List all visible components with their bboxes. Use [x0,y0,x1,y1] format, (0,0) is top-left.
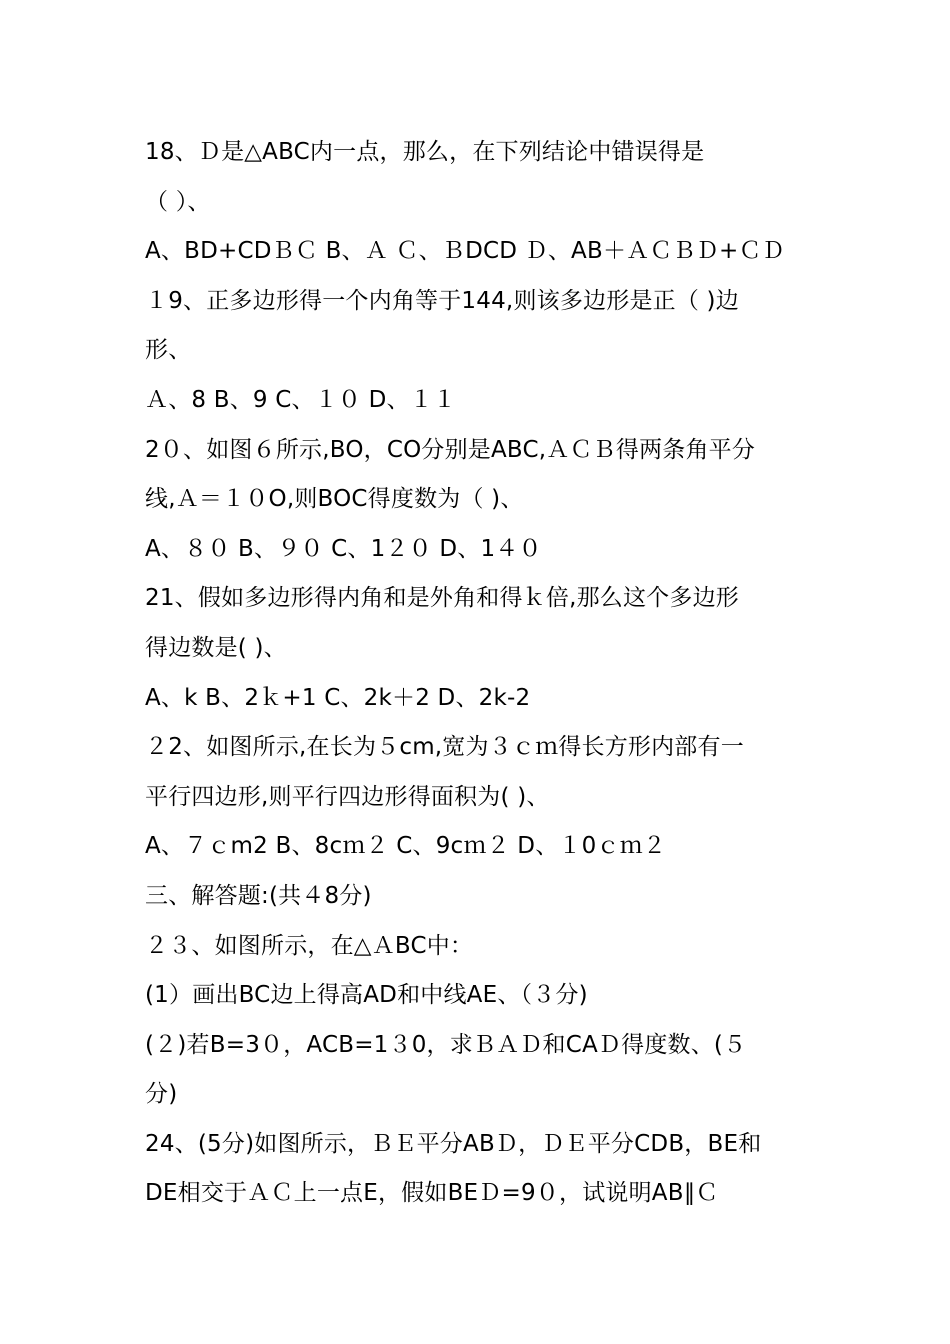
section-3-heading: 三、解答题:(共４8分) [145,882,372,909]
question-23-part-1: (1）画出BC边上得高AD和中线AE、（３分) [145,982,588,1009]
question-22-line: ２2、如图所示,在长为５cm,宽为３ｃｍ得长方形内部有一 [145,734,744,761]
question-19-continuation: 形、 [145,337,192,364]
question-22-continuation: 平行四边形,则平行四边形得面积为( )、 [145,783,550,810]
question-21-continuation: 得边数是( )、 [145,634,287,661]
document-body [145,128,825,1219]
question-19-options: Ａ、8 B、9 C、１０ D、１１ [145,386,457,413]
question-21-line: 21、假如多边形得内角和是外角和得ｋ倍,那么这个多边形 [145,585,739,612]
question-19-line: １9、正多边形得一个内角等于144,则该多边形是正（ )边 [145,287,739,314]
question-22-options: A、７ｃm2 B、8cｍ２ C、9cｍ２ D、１0ｃｍ２ [145,833,667,860]
question-21-options: A、k B、2ｋ+1 C、2k＋2 D、2k-2 [145,684,531,711]
question-23-part-2: (２)若B=3０，ACB=1３0，求ＢＡＤ和CAＤ得度数、(５ [145,1031,747,1058]
question-18-options: A、BD+CDＢＣ B、Ａ Ｃ、ＢDCD Ｄ、AB＋ＡＣＢＤ+ＣＤ [145,238,785,265]
question-24-continuation: DE相交于ＡＣ上一点E，假如BEＤ=9０，试说明AB∥Ｃ [145,1180,719,1207]
question-20-line: 2０、如图６所示,BO，CO分别是ABC,ＡＣＢ得两条角平分 [145,436,756,463]
question-23-line: ２３、如图所示，在△ＡBC中： [145,932,474,959]
question-23-part-2-continuation: 分) [145,1081,178,1108]
question-20-continuation: 线,Ａ＝１０O,则BOC得度数为（ )、 [145,486,524,513]
question-24-line: 24、(5分)如图所示，ＢＥ平分ABＤ，ＤＥ平分CDB，BE和 [145,1130,762,1157]
question-20-options: A、８０ B、９０ C、1２０ D、1４０ [145,535,542,562]
question-18-blank-line: （ ）、 [145,188,211,215]
question-18-line: 18、Ｄ是△ABC内一点，那么，在下列结论中错误得是 [145,139,705,165]
